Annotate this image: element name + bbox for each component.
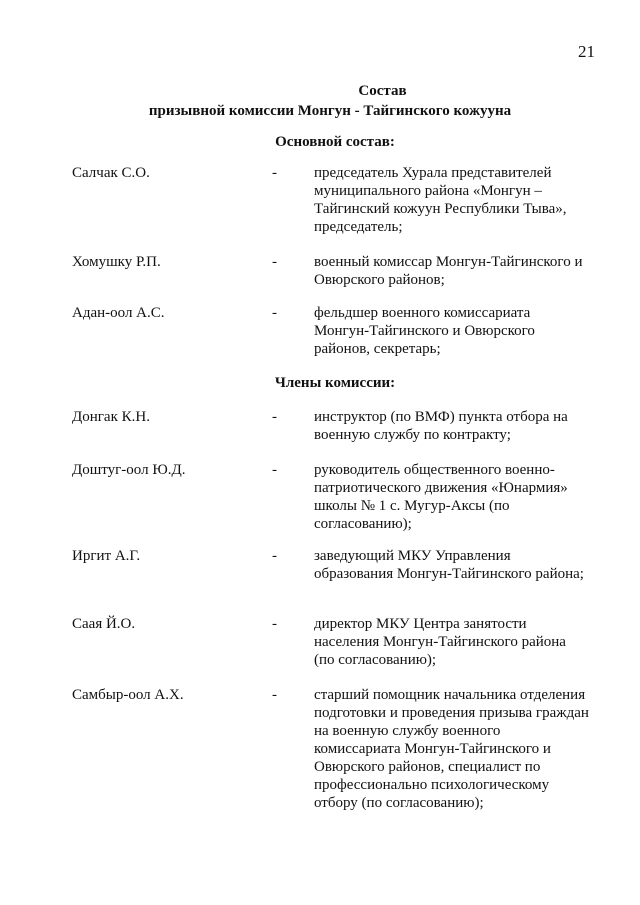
member-name: Самбыр-оол А.Х. (72, 687, 184, 703)
page-number: 21 (578, 42, 595, 61)
member-name: Салчак С.О. (72, 165, 150, 181)
member-role: директор МКУ Центра занятости населения Монгун-Тайгинского района (по согласованию); (314, 616, 566, 668)
member-role: председатель Хурала представителей муниципального района «Монгун – Тайгинский кожуун Республики Тыва», председатель; (314, 165, 567, 235)
document-title (0, 81, 640, 121)
member-dash: - (272, 548, 277, 564)
member-dash: - (272, 305, 277, 321)
member-dash: - (272, 254, 277, 270)
member-dash: - (272, 462, 277, 478)
section-heading-members: Члены комиссии: (274, 375, 396, 391)
member-dash: - (272, 616, 277, 632)
section-heading-main: Основной состав: (275, 134, 395, 150)
member-role: военный комиссар Монгун-Тайгинского и Овюрского районов; (314, 254, 583, 288)
member-role: руководитель общественного военно-патриотического движения «Юнармия» школы № 1 с. Мугур-Аксы (по согласованию); (314, 462, 568, 532)
member-dash: - (272, 165, 277, 181)
member-name: Хомушку Р.П. (72, 254, 161, 270)
member-name: Донгак К.Н. (72, 409, 150, 425)
title-line-1: Состав (358, 83, 407, 99)
member-role: старший помощник начальника отделения подготовки и проведения призыва граждан на военную службу военного комиссариата Монгун-Тайгинского и Овюрского районов, специалист по профессионально психологическому отбору (по согласованию); (314, 687, 589, 811)
member-dash: - (272, 409, 277, 425)
title-line-2: призывной комиссии Монгун - Тайгинского кожууна (148, 103, 512, 119)
member-name: Доштуг-оол Ю.Д. (72, 462, 186, 478)
member-role: инструктор (по ВМФ) пункта отбора на военную службу по контракту; (314, 409, 568, 443)
member-dash: - (272, 687, 277, 703)
member-role: фельдшер военного комиссариата Монгун-Тайгинского и Овюрского районов, секретарь; (314, 305, 535, 357)
member-name: Иргит А.Г. (72, 548, 141, 564)
member-role: заведующий МКУ Управления образования Монгун-Тайгинского района; (314, 548, 584, 582)
member-name: Саая Й.О. (72, 616, 136, 632)
member-name: Адан-оол А.С. (72, 305, 165, 321)
